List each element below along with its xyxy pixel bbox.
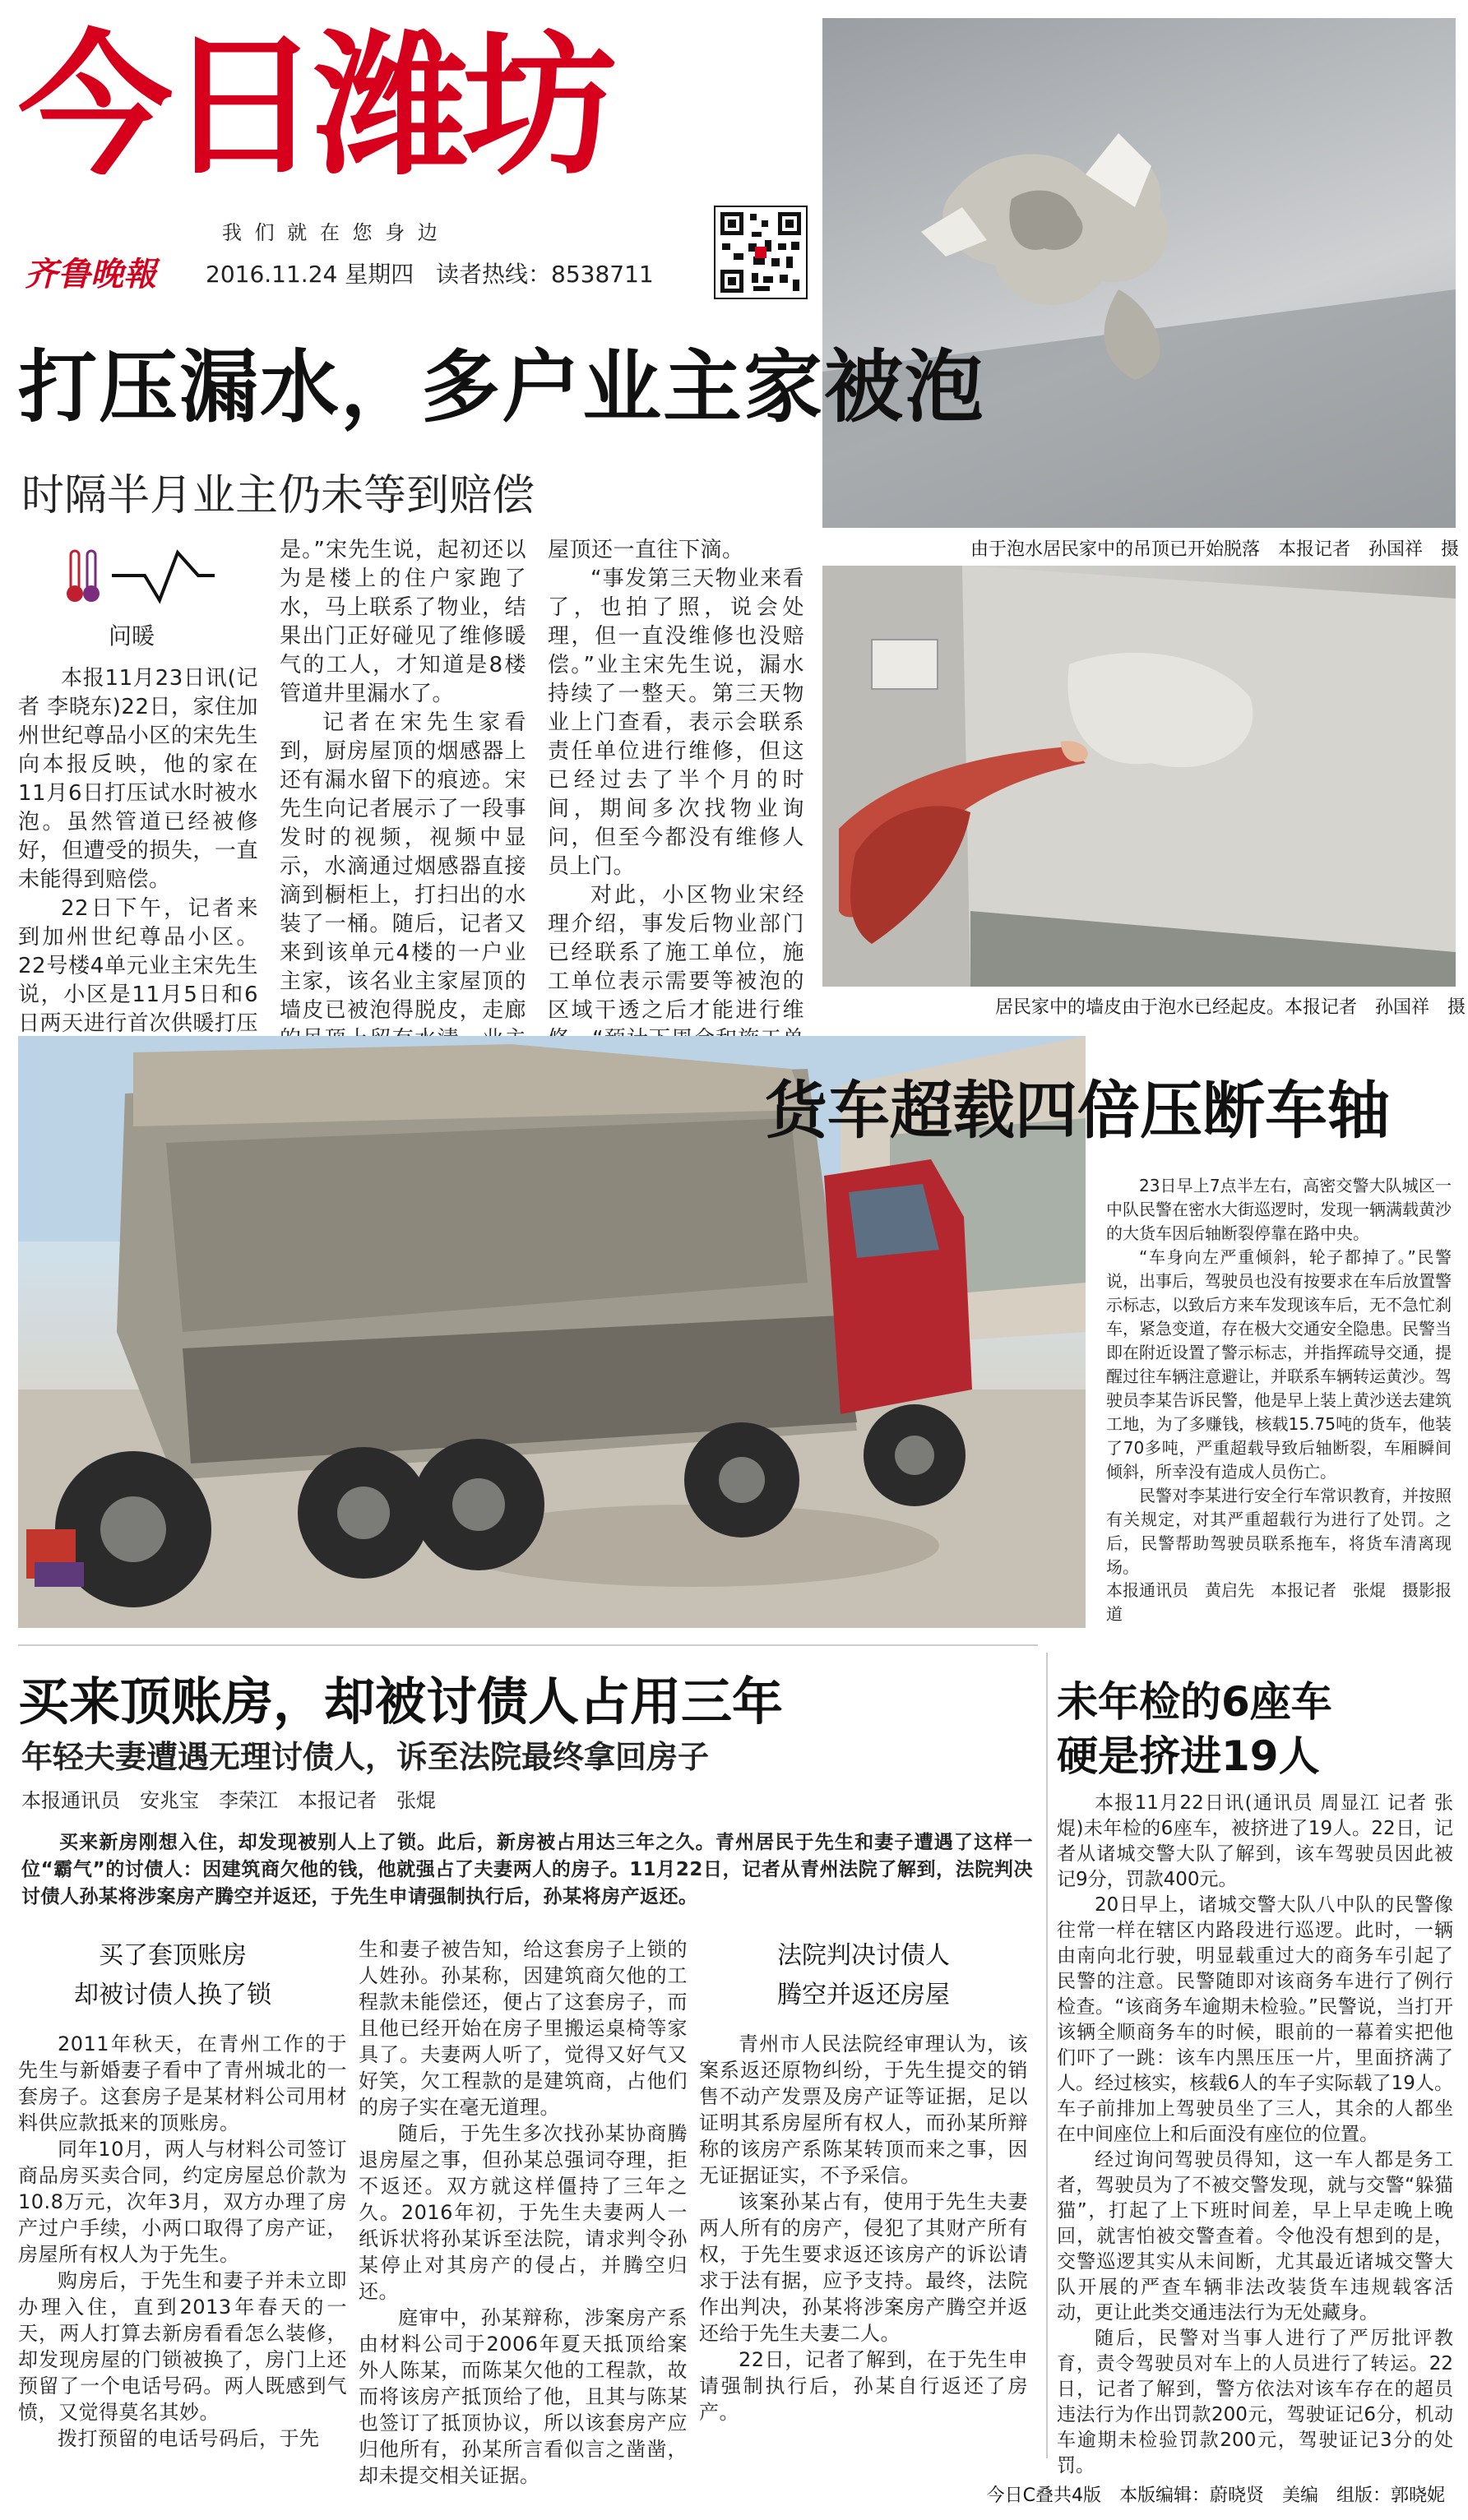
house-headline: 买来顶账房，却被讨债人占用三年	[18, 1672, 784, 1732]
house-col2-p1: 生和妻子被告知，给这套房子上锁的人姓孙。孙某称，因建筑商欠他的工程款未能偿还，便占了这套房子，而且他已经开始在房子里搬运桌椅等家具了。夫妻两人听了，觉得又好气又好笑，欠工程款的是建筑商，占他们的房子实在毫无道理。	[359, 1938, 688, 2119]
divider-house-top	[18, 1644, 1038, 1646]
column-tag: 问暖	[109, 622, 155, 650]
car-p1: 本报11月22日讯(通讯员 周显江 记者 张焜)未年检的6座车，被挤进了19人。22日，记者从诸城交警大队了解到，该车驾驶员因此被记9分，罚款400元。	[1057, 1792, 1453, 1890]
truck-credit: 本报通讯员 黄启先 本报记者 张焜 摄影报道	[1106, 1580, 1452, 1624]
truck-headline: 货车超载四倍压断车轴	[765, 1074, 1390, 1147]
lead-col1-p2: 22日下午，记者来到加州世纪尊品小区。22号楼4单元业主宋先生说，小区是11月5日和6日两天进行首次供暖打压	[18, 896, 258, 1036]
house-column-1	[18, 2031, 347, 2450]
house-byline: 本报通讯员 安兆宝 李荣江 本报记者 张焜	[21, 1789, 436, 1812]
lead-col1-p1: 本报11月23日讯(记者 李晓东)22日，家住加州世纪尊品小区的宋先生向本报反映，他的家在11月6日打压试水时被水泡。虽然管道已经被修好，但遭受的损失，一直未能得到赔偿。	[18, 666, 258, 892]
lead-subhead: 时隔半月业主仍未等到赔偿	[21, 471, 535, 520]
car-story	[1057, 1791, 1453, 2476]
qr-code[interactable]	[714, 206, 808, 299]
house-col1-p4: 拨打预留的电话号码后，于先	[58, 2427, 320, 2450]
house-col1-p3: 购房后，于先生和妻子并未立即办理入住，直到2013年春天的一天，两人打算去新房看看怎么装修，却发现房屋的门锁被换了，房门上还预留了一个电话号码。两人既感到气愤，又觉得莫名其妙。	[18, 2269, 347, 2424]
house-intro: 买来新房刚想入住，却发现被别人上了锁。此后，新房被占用达三年之久。青州居民于先生和妻子遭遇了这样一位“霸气”的讨债人：因建筑商欠他的钱，他就强占了夫妻两人的房子。11月22日，记者从青州法院了解到，法院判决讨债人孙某将涉案房产腾空并返还，于先生申请强制执行后，孙某将房产返还。	[21, 1832, 1033, 1907]
paper-name-logo: 齐鲁晚報	[25, 255, 156, 294]
lead-col2-p2: 记者在宋先生家看到，厨房屋顶的烟感器上还有漏水留下的痕迹。宋先生向记者展示了一段事发时的视频，视频中显示，水滴通过烟感器直接滴到橱柜上，打扫出的水装了一桶。随后，记者又来到该单元4楼的一户业主家，该名业主家屋顶的墙皮已被泡得脱皮，走廊	[280, 710, 526, 1023]
lead-col2-p1: 是。”宋先生说，起初还以为是楼上的住户家跑了水，马上联系了物业，结果出门正好碰见了维修暖气的工人，才知道是8楼管道井里漏水了。	[280, 538, 526, 706]
wall-photo	[822, 566, 1456, 987]
divider-vertical	[1046, 1653, 1048, 2458]
truck-p3: 民警对李某进行安全行车常识教育，并按照有关规定，对其严重超载行为进行了处罚。之后，民警帮助驾驶员联系拖车，将货车清离现场。	[1106, 1486, 1452, 1577]
car-p3: 经过询问驾驶员得知，这一车人都是务工者，驾驶员为了不被交警发现，就与交警“躲猫猫”，打起了上下班时间差，早上早走晚上晚回，就害怕被交警查着。令他没有想到的是，交警巡逻其实从未间断，尤其最近诸城交警大队开展的严查车辆非法改装货车违规载客活动，更让此类交通违法行为无处藏身。	[1057, 2149, 1453, 2323]
masthead-logo-text: 今日潍坊	[18, 16, 610, 197]
lead-column-3	[548, 536, 804, 1023]
lead-col3-p1: 屋顶还一直往下滴。	[548, 538, 744, 562]
lead-column-2	[280, 536, 526, 1023]
truck-p2: “车身向左严重倾斜，轮子都掉了。”民警说，出事后，驾驶员也没有按要求在车后放置警示标志，以致后方来车发现该车后，无不急忙刹车，紧急变道，存在极大交通安全隐患。民警当即在附近设置了警示标志，并指挥疏导交通，提醒过往车辆注意避让，并联系车辆转运黄沙。驾驶员李某告诉民警，他是早上装上黄沙送去建筑工地，为了多赚钱，核载15.75吨的货车，他装了70多吨，严重超载导致后轴断裂，车厢瞬间倾斜，所幸没有造成人员伤亡。	[1106, 1247, 1452, 1482]
house-col2-p3: 庭审中，孙某辩称，涉案房产系由材料公司于2006年夏天抵顶给案外人陈某，而陈某欠他的工程款，故而将该房产抵顶给了他，且其与陈某也签订了抵顶协议，所以该套房产应归他所有，孙某所言看似言之凿凿，却未提交相关证据。	[359, 2306, 688, 2487]
house-col3-p1: 青州市人民法院经审理认为，该案系返还原物纠纷，于先生提交的销售不动产发票及房产证等证据，足以证明其系房屋所有权人，而孙某所辩称的该房产系陈某转顶而来之事，因无证据证实，不予采信。	[699, 2032, 1028, 2187]
page-footer: 今日C叠共4版 本版编辑：蔚晓贤 美编 组版：郭晓妮	[986, 2485, 1445, 2506]
house-column-3	[699, 2031, 1028, 2442]
truck-story	[1106, 1174, 1452, 1577]
issue-date: 2016.11.24 星期四	[206, 261, 414, 288]
lead-column-1	[18, 664, 258, 1036]
car-headline-1: 未年检的6座车	[1057, 1678, 1332, 1726]
house-col2-p2: 随后，于先生多次找孙某协商腾退房屋之事，但孙某总强词夺理，拒不返还。双方就这样僵持了三年之久。2016年初，于先生夫妻两人一纸诉状将孙某诉至法院，请求判令孙某停止对其房产的侵占，并腾空归还。	[359, 2122, 688, 2303]
car-p2: 20日早上，诸城交警大队八中队的民警像往常一样在辖区内路段进行巡逻。此时，一辆由南向北行驶，明显载重过大的商务车引起了民警的注意。民警随即对该商务车进行了例行检查。“该商务车逾期未检验。”民警说，当打开该辆全顺商务车的时候，眼前的一幕着实把他们吓了一跳：该车内黑压压一片，里面挤满了人。经过核实，核载6人的车子实际载了19人。车子前排加上驾驶员坐了三人，其余的人都坐在中间座位上和后面没有座位的位置。	[1057, 1894, 1453, 2145]
house-sub2: 法院判决讨债人 腾空并返还房屋	[777, 1941, 950, 2009]
house-column-2	[359, 1936, 688, 2487]
lead-col3-p2: “事发第三天物业来看了，也拍了照，说会处理，但一直没维修也没赔偿。”业主宋先生说，漏水持续了一整天。第三天物业上门查看，表示会联系责任单位进行维修，但这已经过去了半个月的时间，期间多次找物业询问，但至今都没有维修人员上门。	[548, 566, 804, 879]
house-col3-p3: 22日，记者了解到，在于先生申请强制执行后，孙某自行返还了房产。	[699, 2348, 1028, 2424]
reader-hotline: 读者热线：8538711	[436, 261, 654, 288]
car-headline-2: 硬是挤进19人	[1057, 1732, 1320, 1780]
house-col1-p2: 同年10月，两人与材料公司签订商品房买卖合同，约定房屋总价款为10.8万元，次年3月，双方办理了房产过户手续，小两口取得了房产证，房屋所有权人为于先生。	[18, 2138, 347, 2266]
column-tag-icon	[54, 543, 219, 608]
truck-p1: 23日早上7点半左右，高密交警大队城区一中队民警在密水大街巡逻时，发现一辆满载黄沙的大货车因后轴断裂停靠在路中央。	[1106, 1176, 1452, 1243]
house-col1-p1: 2011年秋天，在青州工作的于先生与新婚妻子看中了青州城北的一套房子。这套房子是某材料公司用材料供应款抵来的顶账房。	[18, 2032, 347, 2134]
house-sub1: 买了套顶账房 却被讨债人换了锁	[74, 1941, 271, 2009]
house-subhead: 年轻夫妻遭遇无理讨债人，诉至法院最终拿回房子	[21, 1739, 710, 1775]
lead-col3-p3: 对此，小区物业宋经理介绍，事发后物业部门已经联系了施工单位，施工单位表示需要等被泡的区域干透之后才能进行维	[548, 883, 804, 1023]
car-p4: 随后，民警对当事人进行了严厉批评教育，责令驾驶员对车上的人员进行了转运。22日，记者了解到，警方依法对该车存在的超员违法行为作出罚款200元，驾驶证记6分，机动车逾期未检验罚款200元，驾驶证记3分的处罚。	[1057, 2328, 1453, 2476]
ceiling-photo-caption: 由于泡水居民家中的吊顶已开始脱落 本报记者 孙国祥 摄	[970, 539, 1460, 560]
house-col3-p2: 该案孙某占有，使用于先生夫妻两人所有的房产，侵犯了其财产所有权，于先生要求返还该房产的诉讼请求于法有据，应予支持。最终，法院作出判决，孙某将涉案房产腾空并返还给于先生夫妻二人。	[699, 2190, 1028, 2345]
slogan: 我 们 就 在 您 身 边	[222, 221, 441, 244]
ceiling-photo	[822, 18, 1456, 528]
wall-photo-caption: 居民家中的墙皮由于泡水已经起皮。本报记者 孙国祥 摄	[995, 997, 1466, 1018]
lead-headline: 打压漏水，多户业主家被泡	[18, 341, 985, 433]
masthead-logo	[18, 16, 841, 197]
